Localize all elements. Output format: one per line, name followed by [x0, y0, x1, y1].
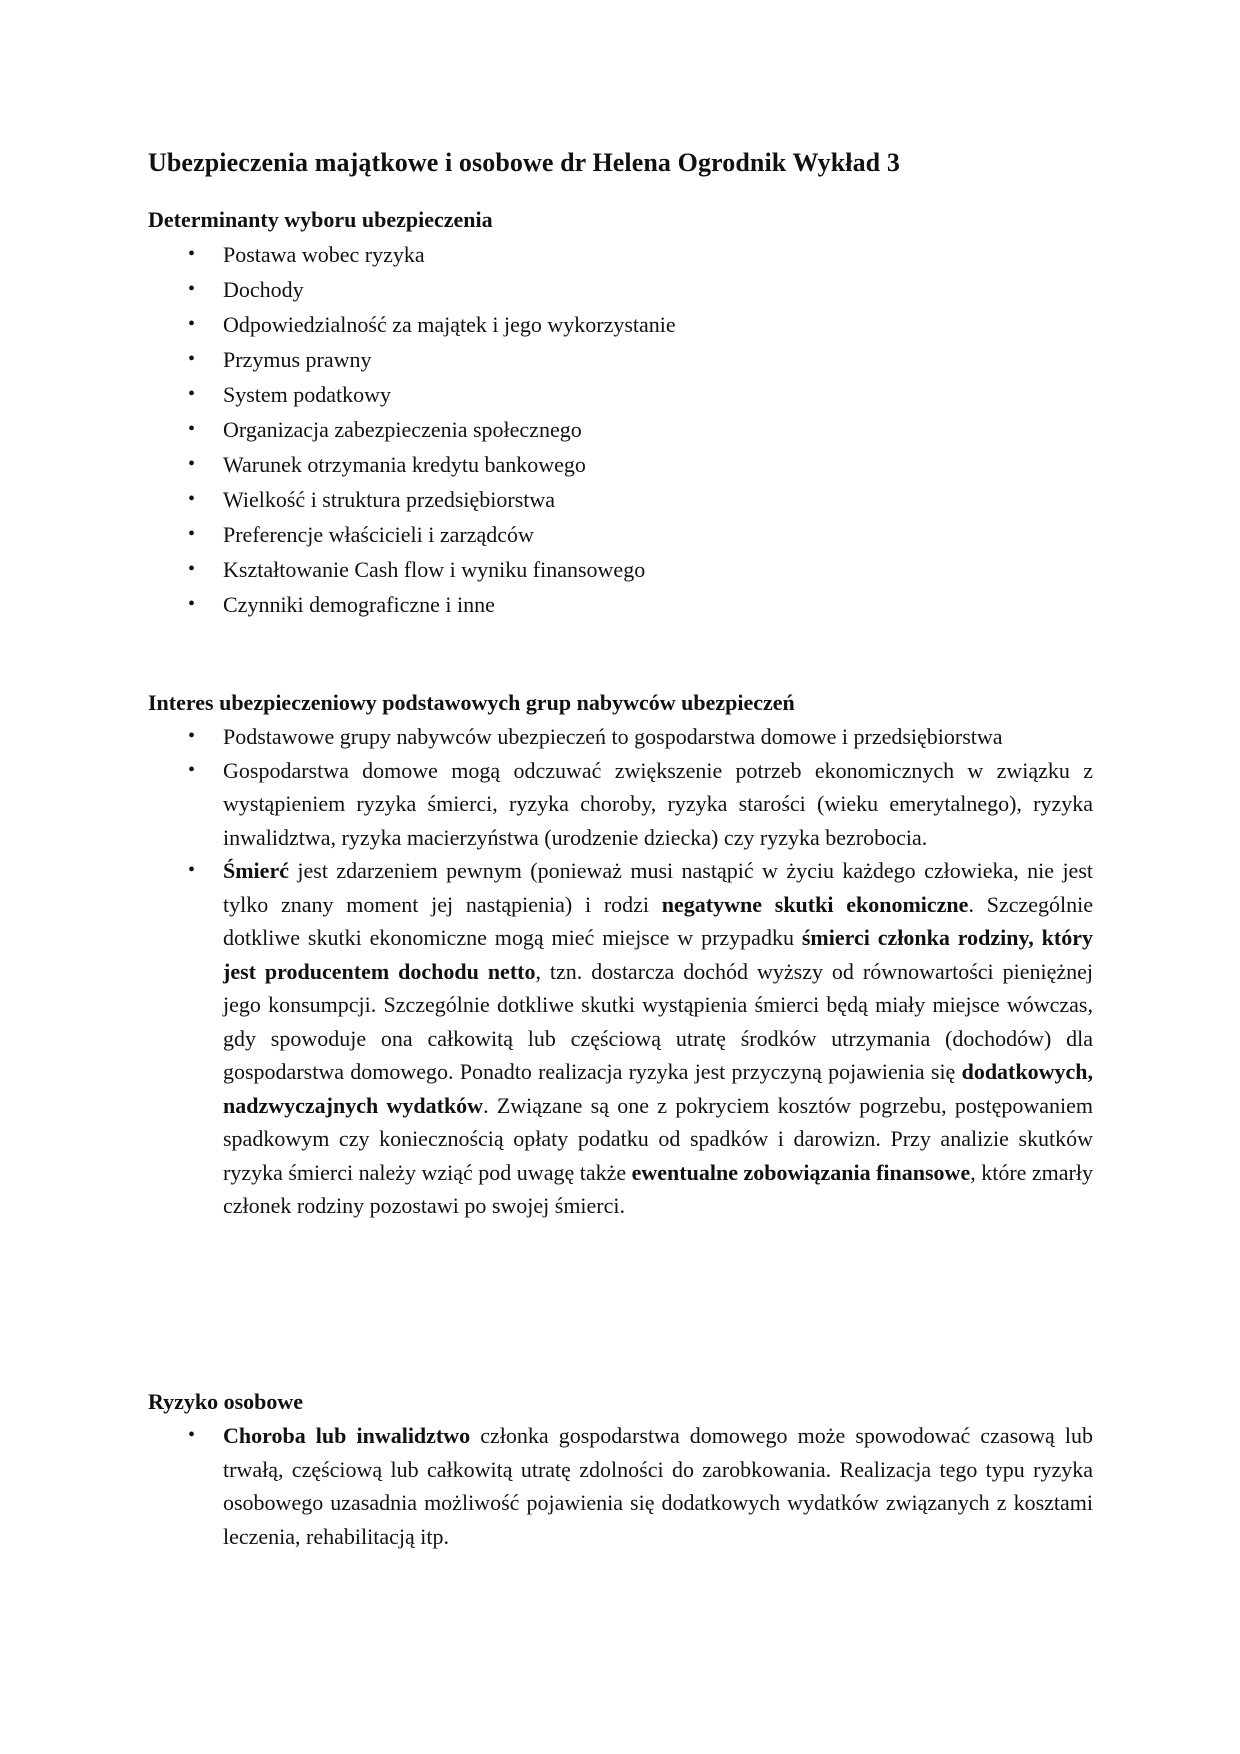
bullet-icon: •: [188, 383, 196, 405]
paragraph-text: członka gospodarstwa domowego może spowodować czasową lub trwałą, częściową lub całkowitą utratę zdolności do zarobkowania. Realizacja tego typu ryzyka osobowego uzasadnia możliwość pojawienia się dodatkowych wydatków związanych z kosztami leczenia, rehabilitacją itp.: [223, 1423, 1094, 1549]
section-insurance-interest: [148, 686, 1093, 1223]
list-item-text: Warunek otrzymania kredytu bankowego: [223, 452, 586, 477]
list-item: [148, 377, 1093, 412]
bullet-icon: •: [188, 278, 196, 300]
bullet-list: [148, 237, 1093, 622]
list-item: [148, 754, 1093, 855]
list-item: [148, 552, 1093, 587]
list-item-text: Podstawowe grupy nabywców ubezpieczeń to gospodarstwa domowe i przedsiębiorstwa: [223, 724, 1003, 749]
list-item-text: System podatkowy: [223, 382, 392, 407]
list-item-text: Odpowiedzialność za majątek i jego wykorzystanie: [223, 312, 676, 337]
bullet-icon: •: [188, 558, 196, 580]
bullet-icon: •: [188, 243, 196, 265]
bold-term: Choroba lub inwalidztwo: [223, 1423, 471, 1448]
paragraph-text: , tzn. dostarcza dochód wyższy od równowartości pieniężnej jego konsumpcji. Szczególnie dotkliwe skutki wystąpienia śmierci będą miały miejsce wówczas, gdy spowoduje ona całkowitą lub częściową utratę środków utrzymania (dochodów) dla gospodarstwa domowego. Ponadto realizacja ryzyka jest przyczyną pojawienia się: [223, 958, 1093, 1084]
paragraph-text: , które zmarły członek rodziny pozostawi po swojej śmierci.: [223, 1159, 1093, 1218]
paragraph-text: . Szczególnie dotkliwe skutki ekonomiczne mogą mieć miejsce w przypadku: [223, 891, 1093, 950]
list-item: [148, 1419, 1093, 1553]
list-item: [148, 272, 1093, 307]
list-item-text: Wielkość i struktura przedsiębiorstwa: [223, 487, 556, 512]
bullet-icon: •: [188, 859, 196, 881]
paragraph-text: . Związane są one z pokryciem kosztów pogrzebu, postępowaniem spadkowym czy koniecznością opłaty podatku od spadków i darowizn. Przy analizie skutków ryzyka śmierci należy wziąć pod uwagę także: [223, 1092, 1093, 1185]
bullet-icon: •: [188, 313, 196, 335]
bullet-icon: •: [188, 348, 196, 370]
list-item-text: Gospodarstwa domowe mogą odczuwać zwiększenie potrzeb ekonomicznych w związku z wystąpieniem ryzyka śmierci, ryzyka choroby, ryzyka starości (wieku emerytalnego), ryzyka inwalidztwa, ryzyka macierzyństwa (urodzenie dziecka) czy ryzyka bezrobocia.: [223, 757, 1093, 850]
bold-term: śmierci członka rodziny, który jest producentem dochodu netto: [223, 925, 1093, 984]
list-item: [148, 412, 1093, 447]
list-item-text: Preferencje właścicieli i zarządców: [223, 522, 534, 547]
bullet-icon: •: [188, 758, 196, 781]
list-item-text: Dochody: [223, 277, 304, 302]
bullet-icon: •: [188, 453, 196, 475]
section-determinants: [148, 203, 1093, 622]
list-item-text: Kształtowanie Cash flow i wyniku finansowego: [223, 557, 646, 582]
paragraph-text: jest zdarzeniem pewnym (ponieważ musi nastąpić w życiu każdego człowieka, nie jest tylko znany moment jej nastąpienia) i rodzi: [223, 858, 1093, 917]
bold-term: Śmierć: [223, 858, 289, 883]
list-item-text: Czynniki demograficzne i inne: [223, 592, 495, 617]
bold-term: negatywne skutki ekonomiczne: [661, 891, 969, 917]
list-item: [148, 342, 1093, 377]
bullet-icon: •: [188, 725, 196, 747]
list-item: [148, 237, 1093, 272]
bullet-icon: •: [188, 523, 196, 545]
bullet-icon: •: [188, 418, 196, 440]
bold-term: dodatkowych, nadzwyczajnych wydatków: [223, 1059, 1093, 1118]
list-item: [148, 307, 1093, 342]
section-personal-risk: [148, 1385, 1093, 1553]
list-item: [148, 447, 1093, 482]
list-item-text: Organizacja zabezpieczenia społecznego: [223, 417, 582, 442]
list-item-text: Postawa wobec ryzyka: [223, 242, 425, 267]
bullet-icon: •: [188, 593, 196, 615]
list-item: [148, 720, 1093, 754]
list-item: [148, 587, 1093, 622]
section-heading: Determinanty wyboru ubezpieczenia: [148, 207, 493, 232]
bold-term: ewentualne zobowiązania finansowe: [631, 1159, 971, 1185]
list-item: [148, 854, 1093, 1223]
bullet-list: [148, 720, 1093, 1223]
bullet-icon: •: [188, 1424, 196, 1446]
bullet-list: [148, 1419, 1093, 1553]
document-title: Ubezpieczenia majątkowe i osobowe dr Helena Ogrodnik Wykład 3: [148, 148, 900, 177]
section-heading: Interes ubezpieczeniowy podstawowych grup nabywców ubezpieczeń: [148, 690, 795, 715]
list-item: [148, 482, 1093, 517]
list-item-text: Przymus prawny: [223, 347, 372, 372]
bullet-icon: •: [188, 488, 196, 510]
list-item: [148, 517, 1093, 552]
section-heading: Ryzyko osobowe: [148, 1389, 304, 1414]
